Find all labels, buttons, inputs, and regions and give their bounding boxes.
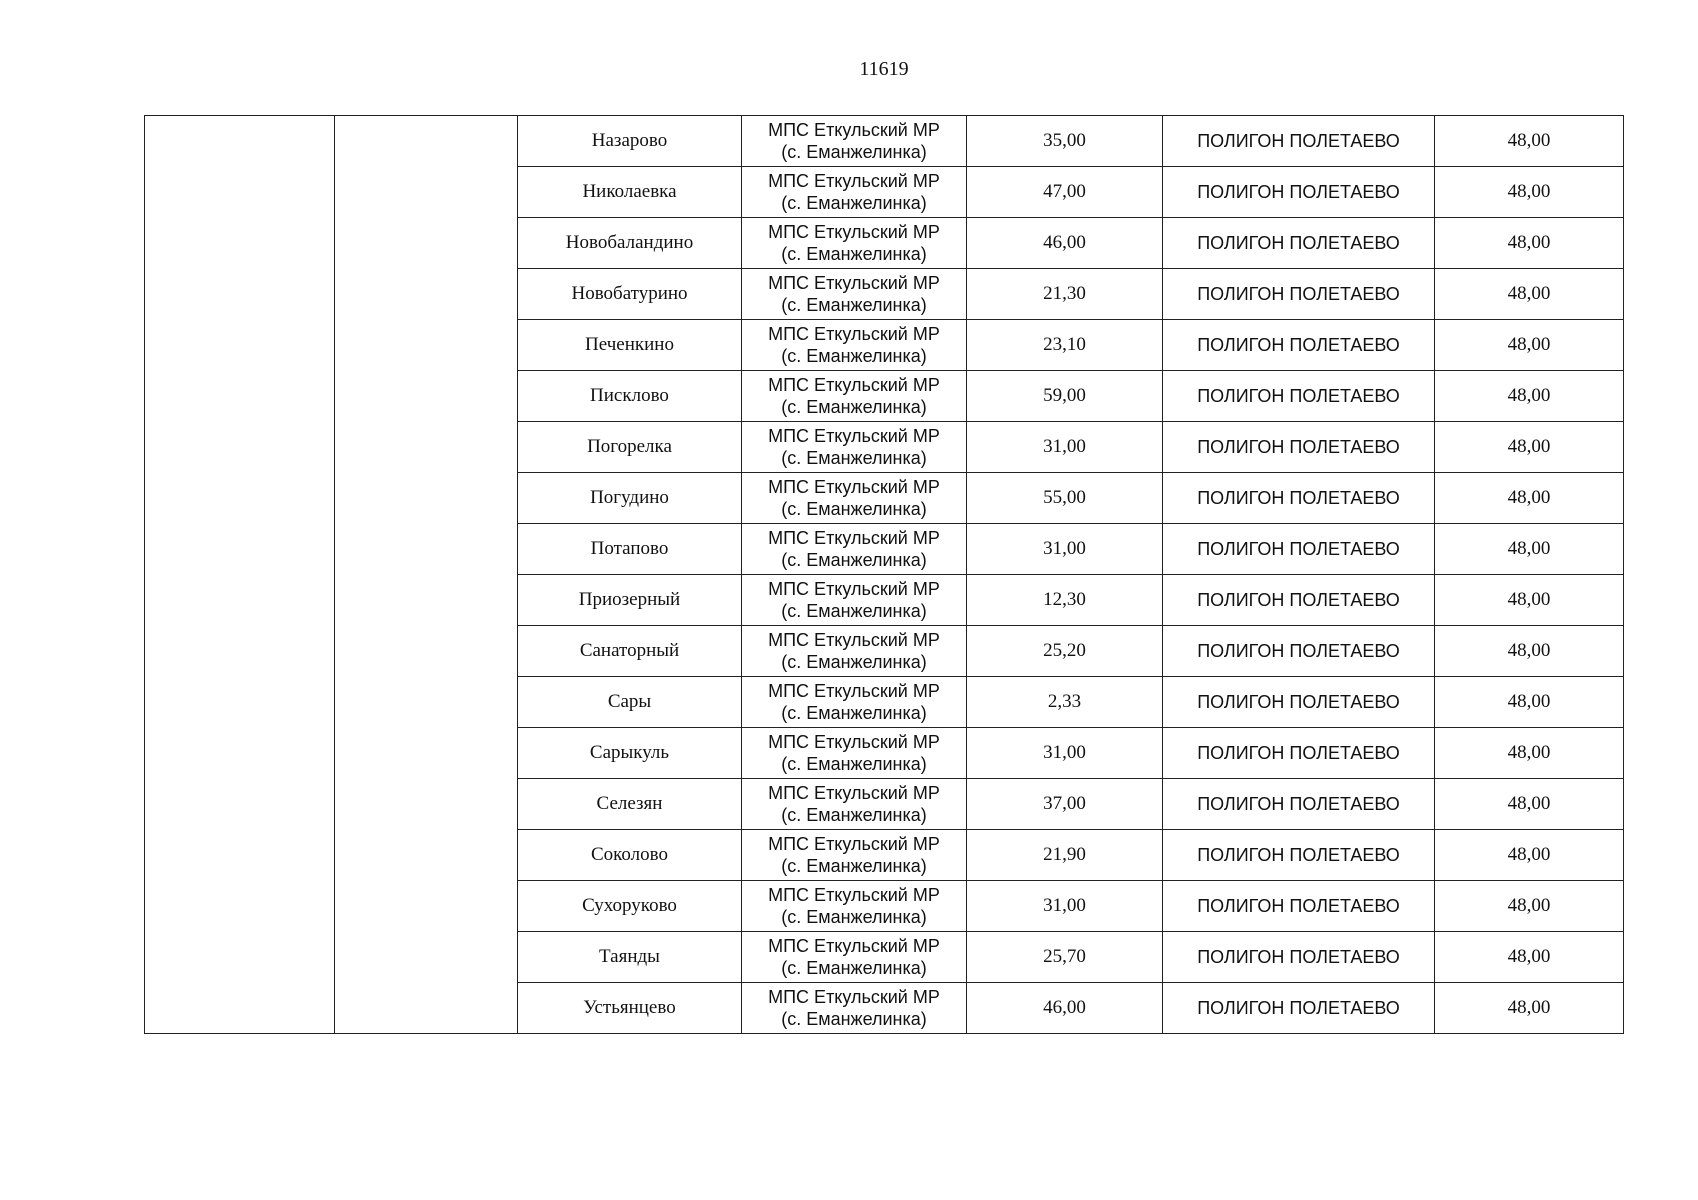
destination-cell: ПОЛИГОН ПОЛЕТАЕВО bbox=[1163, 677, 1435, 728]
distance-cell: 12,30 bbox=[967, 575, 1163, 626]
distance-cell: 23,10 bbox=[967, 320, 1163, 371]
destination-distance-cell: 48,00 bbox=[1435, 677, 1624, 728]
source-cell bbox=[742, 473, 967, 524]
destination-cell: ПОЛИГОН ПОЛЕТАЕВО bbox=[1163, 626, 1435, 677]
destination-distance-cell: 48,00 bbox=[1435, 575, 1624, 626]
source-location: (с. Еманжелинка) bbox=[781, 295, 927, 315]
destination-cell: ПОЛИГОН ПОЛЕТАЕВО bbox=[1163, 983, 1435, 1034]
source-name: МПС Еткульский МР bbox=[768, 834, 940, 854]
destination-distance-cell: 48,00 bbox=[1435, 473, 1624, 524]
source-cell bbox=[742, 269, 967, 320]
source-cell bbox=[742, 167, 967, 218]
page-number: 11619 bbox=[859, 58, 909, 80]
source-cell bbox=[742, 320, 967, 371]
distance-cell: 31,00 bbox=[967, 881, 1163, 932]
destination-cell: ПОЛИГОН ПОЛЕТАЕВО bbox=[1163, 830, 1435, 881]
source-name: МПС Еткульский МР bbox=[768, 273, 940, 293]
source-name: МПС Еткульский МР bbox=[768, 987, 940, 1007]
distance-cell: 47,00 bbox=[967, 167, 1163, 218]
source-name: МПС Еткульский МР bbox=[768, 936, 940, 956]
source-location: (с. Еманжелинка) bbox=[781, 244, 927, 264]
distance-cell: 21,90 bbox=[967, 830, 1163, 881]
settlement-cell: Писклово bbox=[518, 371, 742, 422]
destination-distance-cell: 48,00 bbox=[1435, 932, 1624, 983]
merged-empty-cell-2 bbox=[335, 116, 518, 1034]
source-location: (с. Еманжелинка) bbox=[781, 142, 927, 162]
source-name: МПС Еткульский МР bbox=[768, 732, 940, 752]
settlement-cell: Соколово bbox=[518, 830, 742, 881]
settlement-cell: Приозерный bbox=[518, 575, 742, 626]
source-name: МПС Еткульский МР bbox=[768, 579, 940, 599]
destination-distance-cell: 48,00 bbox=[1435, 779, 1624, 830]
source-cell bbox=[742, 116, 967, 167]
source-name: МПС Еткульский МР bbox=[768, 120, 940, 140]
source-location: (с. Еманжелинка) bbox=[781, 550, 927, 570]
destination-distance-cell: 48,00 bbox=[1435, 524, 1624, 575]
source-cell bbox=[742, 779, 967, 830]
source-location: (с. Еманжелинка) bbox=[781, 652, 927, 672]
source-cell bbox=[742, 626, 967, 677]
settlement-cell: Таянды bbox=[518, 932, 742, 983]
source-cell bbox=[742, 218, 967, 269]
destination-distance-cell: 48,00 bbox=[1435, 983, 1624, 1034]
distance-cell: 59,00 bbox=[967, 371, 1163, 422]
destination-cell: ПОЛИГОН ПОЛЕТАЕВО bbox=[1163, 116, 1435, 167]
source-location: (с. Еманжелинка) bbox=[781, 907, 927, 927]
source-name: МПС Еткульский МР bbox=[768, 426, 940, 446]
settlement-cell: Потапово bbox=[518, 524, 742, 575]
distance-cell: 46,00 bbox=[967, 218, 1163, 269]
source-name: МПС Еткульский МР bbox=[768, 528, 940, 548]
settlement-cell: Погудино bbox=[518, 473, 742, 524]
settlement-cell: Назарово bbox=[518, 116, 742, 167]
source-name: МПС Еткульский МР bbox=[768, 681, 940, 701]
destination-cell: ПОЛИГОН ПОЛЕТАЕВО bbox=[1163, 473, 1435, 524]
destination-cell: ПОЛИГОН ПОЛЕТАЕВО bbox=[1163, 269, 1435, 320]
table-body bbox=[145, 116, 1624, 1034]
destination-cell: ПОЛИГОН ПОЛЕТАЕВО bbox=[1163, 320, 1435, 371]
source-location: (с. Еманжелинка) bbox=[781, 346, 927, 366]
source-cell bbox=[742, 728, 967, 779]
distance-cell: 55,00 bbox=[967, 473, 1163, 524]
distance-cell: 31,00 bbox=[967, 524, 1163, 575]
settlement-cell: Сухоруково bbox=[518, 881, 742, 932]
distance-cell: 35,00 bbox=[967, 116, 1163, 167]
source-cell bbox=[742, 371, 967, 422]
source-cell bbox=[742, 524, 967, 575]
distance-cell: 25,20 bbox=[967, 626, 1163, 677]
destination-cell: ПОЛИГОН ПОЛЕТАЕВО bbox=[1163, 728, 1435, 779]
source-name: МПС Еткульский МР bbox=[768, 222, 940, 242]
source-location: (с. Еманжелинка) bbox=[781, 958, 927, 978]
source-name: МПС Еткульский МР bbox=[768, 375, 940, 395]
settlement-cell: Санаторный bbox=[518, 626, 742, 677]
settlement-cell: Сары bbox=[518, 677, 742, 728]
destination-cell: ПОЛИГОН ПОЛЕТАЕВО bbox=[1163, 779, 1435, 830]
source-location: (с. Еманжелинка) bbox=[781, 601, 927, 621]
destination-distance-cell: 48,00 bbox=[1435, 269, 1624, 320]
distance-cell: 31,00 bbox=[967, 422, 1163, 473]
destination-cell: ПОЛИГОН ПОЛЕТАЕВО bbox=[1163, 524, 1435, 575]
source-name: МПС Еткульский МР bbox=[768, 324, 940, 344]
distance-cell: 37,00 bbox=[967, 779, 1163, 830]
source-location: (с. Еманжелинка) bbox=[781, 754, 927, 774]
source-name: МПС Еткульский МР bbox=[768, 477, 940, 497]
destination-distance-cell: 48,00 bbox=[1435, 218, 1624, 269]
source-location: (с. Еманжелинка) bbox=[781, 193, 927, 213]
destination-distance-cell: 48,00 bbox=[1435, 881, 1624, 932]
source-name: МПС Еткульский МР bbox=[768, 783, 940, 803]
destination-cell: ПОЛИГОН ПОЛЕТАЕВО bbox=[1163, 167, 1435, 218]
destination-cell: ПОЛИГОН ПОЛЕТАЕВО bbox=[1163, 422, 1435, 473]
source-cell bbox=[742, 830, 967, 881]
source-location: (с. Еманжелинка) bbox=[781, 1009, 927, 1029]
source-cell bbox=[742, 881, 967, 932]
destination-distance-cell: 48,00 bbox=[1435, 728, 1624, 779]
settlement-cell: Новобаландино bbox=[518, 218, 742, 269]
source-name: МПС Еткульский МР bbox=[768, 885, 940, 905]
source-cell bbox=[742, 422, 967, 473]
distance-cell: 46,00 bbox=[967, 983, 1163, 1034]
distance-cell: 25,70 bbox=[967, 932, 1163, 983]
source-cell bbox=[742, 932, 967, 983]
destination-distance-cell: 48,00 bbox=[1435, 422, 1624, 473]
destination-cell: ПОЛИГОН ПОЛЕТАЕВО bbox=[1163, 932, 1435, 983]
source-location: (с. Еманжелинка) bbox=[781, 499, 927, 519]
table-row bbox=[145, 116, 1624, 167]
source-location: (с. Еманжелинка) bbox=[781, 805, 927, 825]
source-cell bbox=[742, 983, 967, 1034]
merged-empty-cell-1 bbox=[145, 116, 335, 1034]
destination-distance-cell: 48,00 bbox=[1435, 830, 1624, 881]
source-location: (с. Еманжелинка) bbox=[781, 856, 927, 876]
settlement-cell: Новобатурино bbox=[518, 269, 742, 320]
destination-distance-cell: 48,00 bbox=[1435, 371, 1624, 422]
settlement-cell: Устьянцево bbox=[518, 983, 742, 1034]
settlement-cell: Погорелка bbox=[518, 422, 742, 473]
settlement-cell: Селезян bbox=[518, 779, 742, 830]
transport-table bbox=[144, 115, 1624, 1034]
distance-cell: 21,30 bbox=[967, 269, 1163, 320]
destination-distance-cell: 48,00 bbox=[1435, 626, 1624, 677]
destination-cell: ПОЛИГОН ПОЛЕТАЕВО bbox=[1163, 575, 1435, 626]
source-name: МПС Еткульский МР bbox=[768, 630, 940, 650]
destination-cell: ПОЛИГОН ПОЛЕТАЕВО bbox=[1163, 218, 1435, 269]
destination-distance-cell: 48,00 bbox=[1435, 116, 1624, 167]
distance-cell: 31,00 bbox=[967, 728, 1163, 779]
destination-distance-cell: 48,00 bbox=[1435, 320, 1624, 371]
settlement-cell: Печенкино bbox=[518, 320, 742, 371]
source-name: МПС Еткульский МР bbox=[768, 171, 940, 191]
source-location: (с. Еманжелинка) bbox=[781, 448, 927, 468]
source-cell bbox=[742, 677, 967, 728]
destination-cell: ПОЛИГОН ПОЛЕТАЕВО bbox=[1163, 881, 1435, 932]
destination-distance-cell: 48,00 bbox=[1435, 167, 1624, 218]
distance-cell: 2,33 bbox=[967, 677, 1163, 728]
destination-cell: ПОЛИГОН ПОЛЕТАЕВО bbox=[1163, 371, 1435, 422]
settlement-cell: Сарыкуль bbox=[518, 728, 742, 779]
settlement-cell: Николаевка bbox=[518, 167, 742, 218]
source-location: (с. Еманжелинка) bbox=[781, 397, 927, 417]
source-location: (с. Еманжелинка) bbox=[781, 703, 927, 723]
source-cell bbox=[742, 575, 967, 626]
